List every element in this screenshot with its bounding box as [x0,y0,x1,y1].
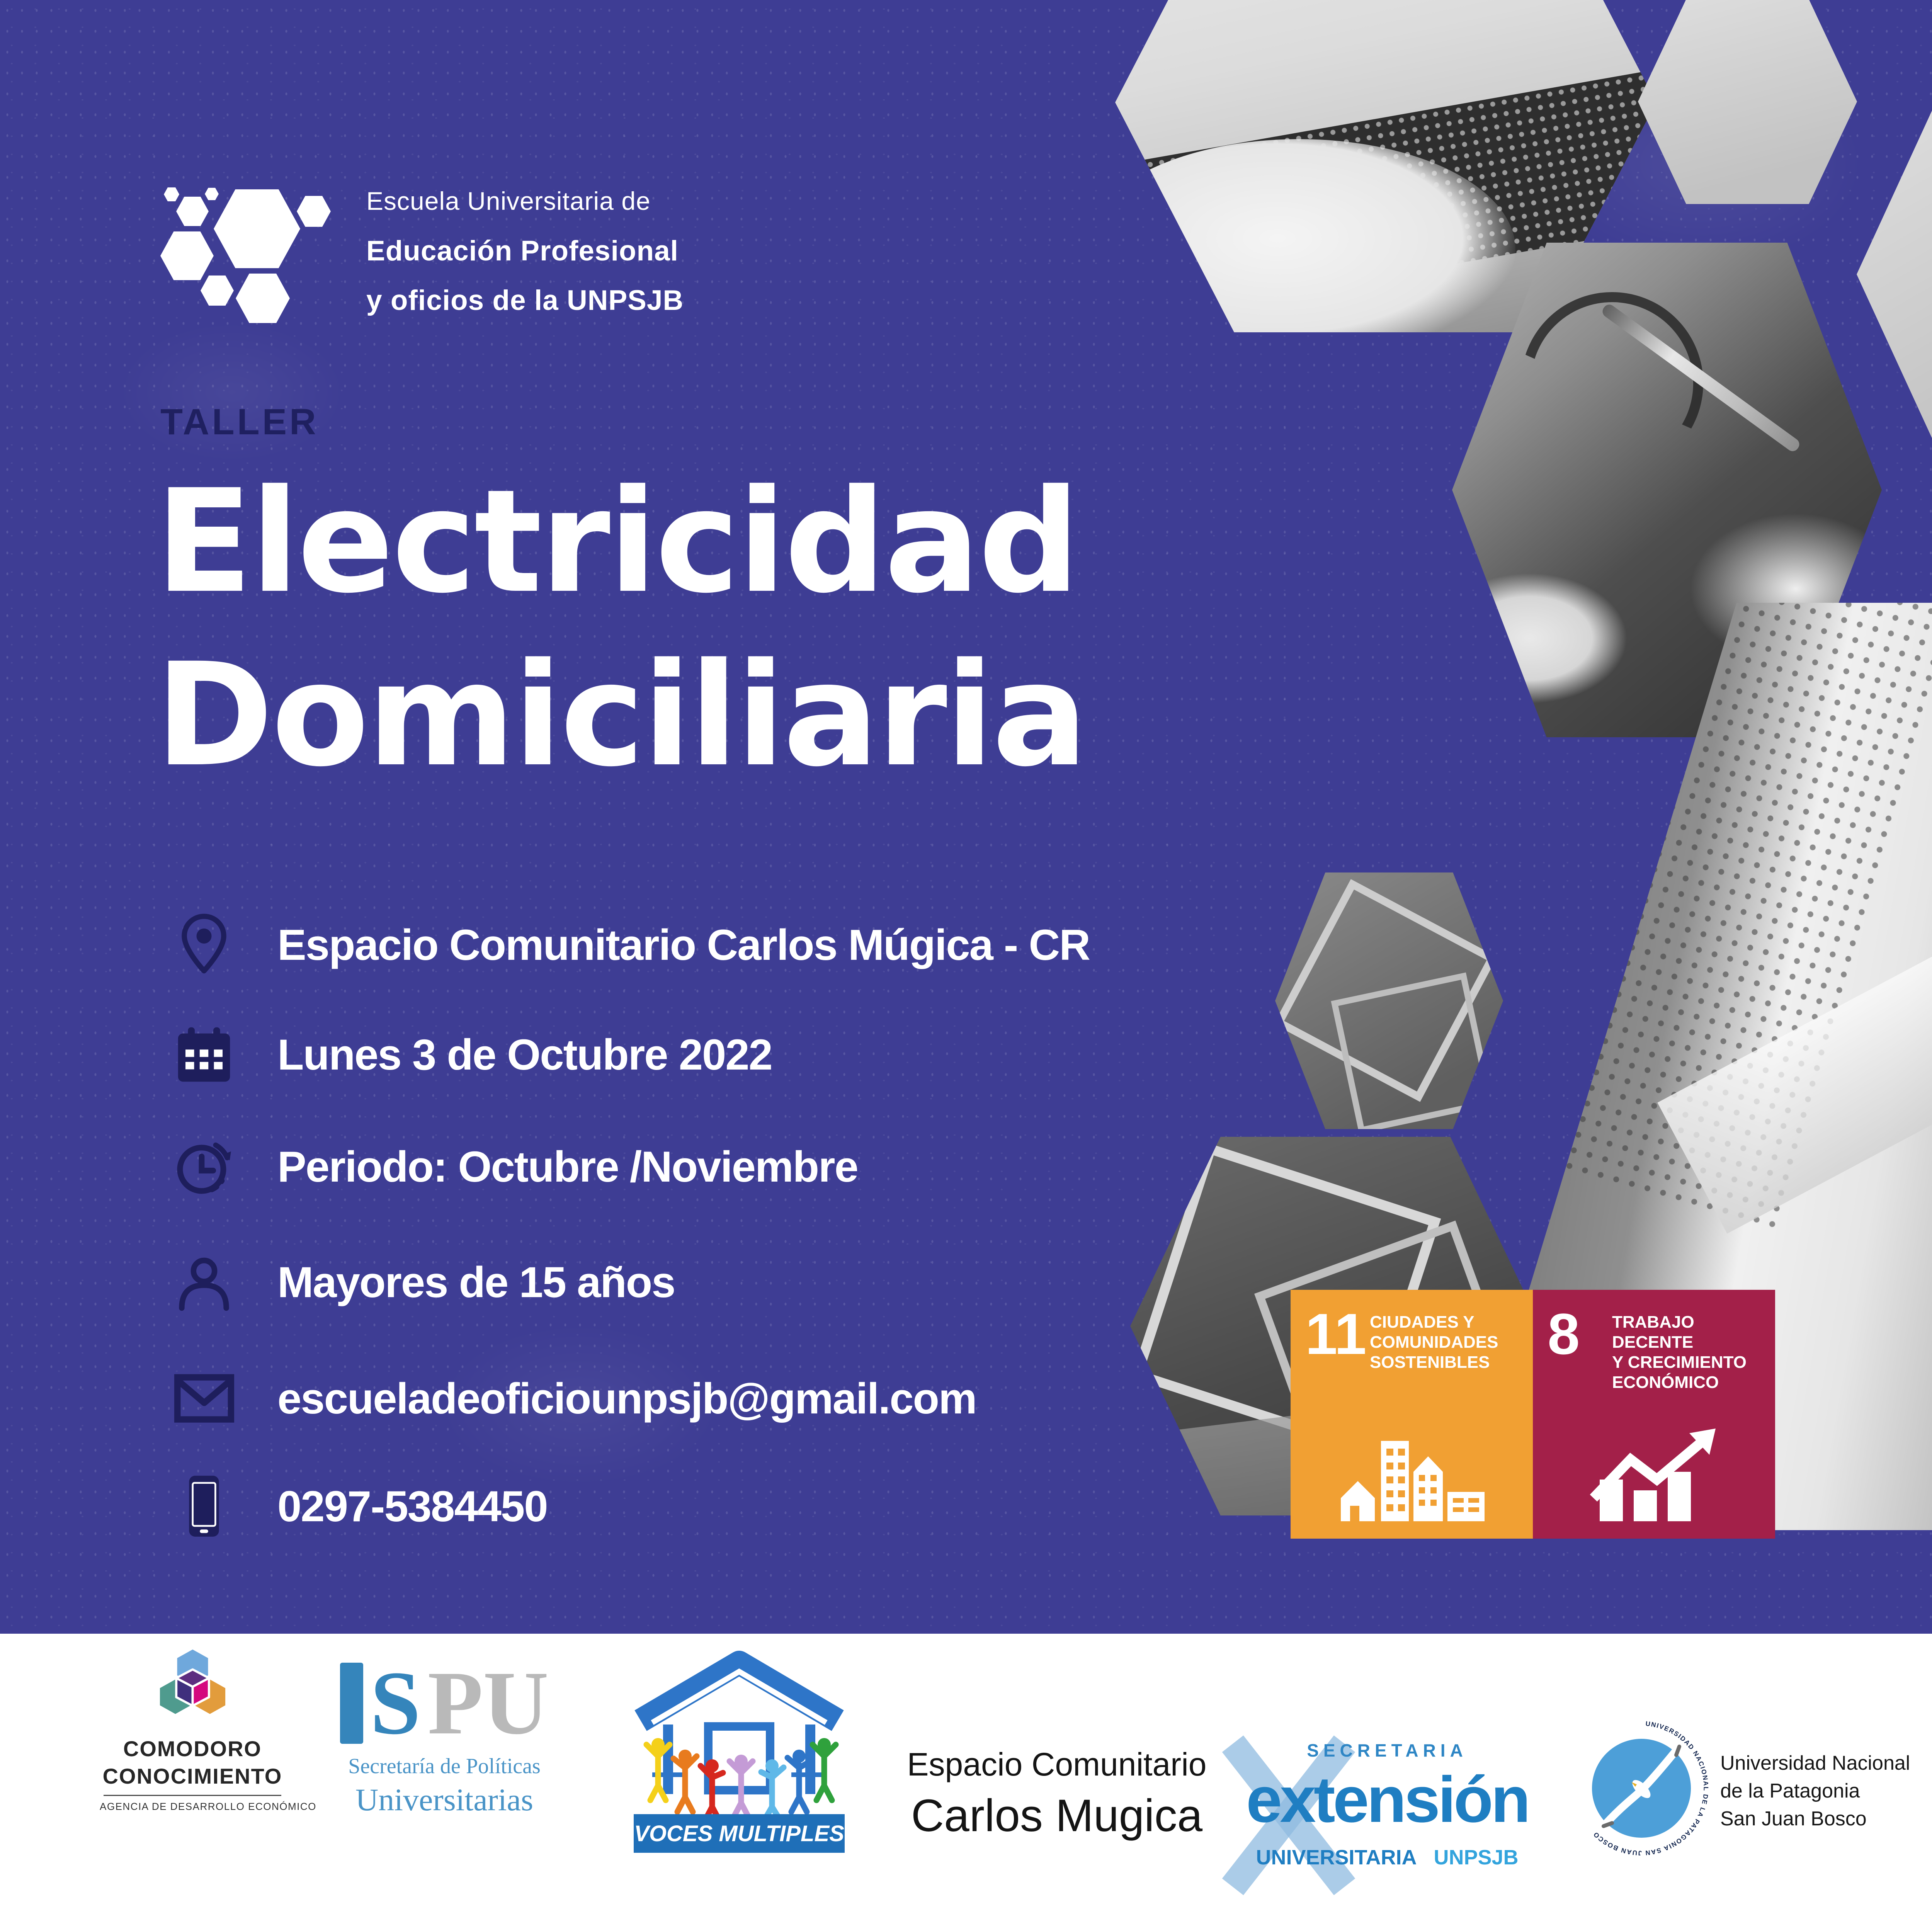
calendar-icon [169,1024,239,1085]
divider [104,1795,281,1796]
sdg-badge-8 [1533,1290,1775,1539]
unpsjb-line3: San Juan Bosco [1720,1807,1867,1830]
detail-text: Lunes 3 de Octubre 2022 [277,1030,772,1079]
sdg-label-line: CIUDADES Y [1370,1313,1475,1332]
envelope-icon [169,1369,239,1427]
mugica-line1: Espacio Comunitario [907,1746,1207,1782]
spu-logo [328,1652,560,1818]
spu-line1: Secretaría de Políticas [348,1754,541,1778]
detail-row-age [169,1247,675,1317]
person-icon [169,1251,239,1313]
detail-text: 0297-5384450 [277,1482,548,1531]
city-buildings-icon [1335,1427,1489,1526]
title-line2: Domiciliaria [155,632,1086,798]
comodoro-conocimiento-logo [100,1639,316,1813]
comodoro-cubes-icon [100,1639,285,1732]
secretaria-extension-logo [1235,1740,1540,1869]
spu-line2: Universitarias [355,1782,533,1817]
footer-logo-strip [0,1634,1932,1932]
location-pin-icon [169,912,239,978]
mugica-line2: Carlos Mugica [911,1790,1203,1841]
sdg-label-line: COMUNIDADES [1370,1332,1498,1352]
extension-main: extensión [1246,1763,1529,1836]
clock-icon [169,1135,239,1199]
wire-shape [1492,263,1732,503]
unpsjb-line1: Universidad Nacional [1720,1752,1910,1774]
spu-letter-s: S [370,1652,421,1753]
workshop-title [155,455,1086,802]
extension-top: SECRETARIA [1307,1740,1468,1760]
unpsjb-name [1720,1750,1910,1833]
spu-bar-shape [340,1663,363,1744]
sdg-label-line: SOSTENIBLES [1370,1352,1490,1372]
detail-row-phone [169,1471,547,1541]
org-name-line1: Escuela Universitaria de [366,187,651,215]
voces-multiples-logo [629,1647,849,1866]
kicker-taller: TALLER [160,401,319,442]
unpsjb-logo [1568,1715,1715,1864]
sdg-label [1612,1312,1775,1393]
comodoro-line1: COMODORO [123,1736,262,1761]
sdg-label [1370,1312,1498,1372]
comodoro-subline: AGENCIA DE DESARROLLO ECONÓMICO [100,1801,316,1812]
detail-row-email [169,1364,976,1433]
spu-letters-pu: PU [427,1652,549,1753]
spu-mark [328,1652,560,1753]
unpsjb-line2: de la Patagonia [1720,1779,1860,1802]
detail-row-location [169,910,1090,980]
phone-icon [169,1473,239,1539]
sdg-label-line: ECONÓMICO [1612,1372,1719,1392]
sdg-badge-11 [1291,1290,1533,1539]
title-line1: Electricidad [155,459,1078,624]
extension-bottom [1235,1845,1540,1869]
detail-row-period [169,1132,858,1201]
sdg-label-line: TRABAJO DECENTE [1612,1313,1694,1352]
detail-text: escueladeoficiounpsjb@gmail.com [277,1374,976,1423]
detail-text: Periodo: Octubre /Noviembre [277,1142,858,1191]
sdg-number: 8 [1548,1301,1580,1366]
sdg-number: 11 [1305,1301,1367,1366]
detail-text: Mayores de 15 años [277,1258,675,1306]
detail-row-date [169,1020,772,1089]
voces-banner-text: VOCES MULTIPLES [634,1821,844,1846]
extension-unpsjb: UNPSJB [1434,1846,1519,1869]
growth-chart-icon [1583,1427,1726,1526]
org-name-line2: Educación Profesional [366,235,679,267]
espacio-comunitario-carlos-mugica-logo [904,1746,1209,1842]
sdg-label-line: Y CRECIMIENTO [1612,1352,1747,1372]
detail-text: Espacio Comunitario Carlos Múgica - CR [277,920,1090,969]
unpsjb-ring-text: UNIVERSIDAD NACIONAL DE LA PATAGONIA SAN JUAN BOSCO [1592,1720,1710,1857]
org-name-line3: y oficios de la UNPSJB [366,285,684,316]
extension-universitaria: UNIVERSITARIA [1256,1846,1417,1869]
comodoro-line2: CONOCIMIENTO [102,1764,282,1788]
